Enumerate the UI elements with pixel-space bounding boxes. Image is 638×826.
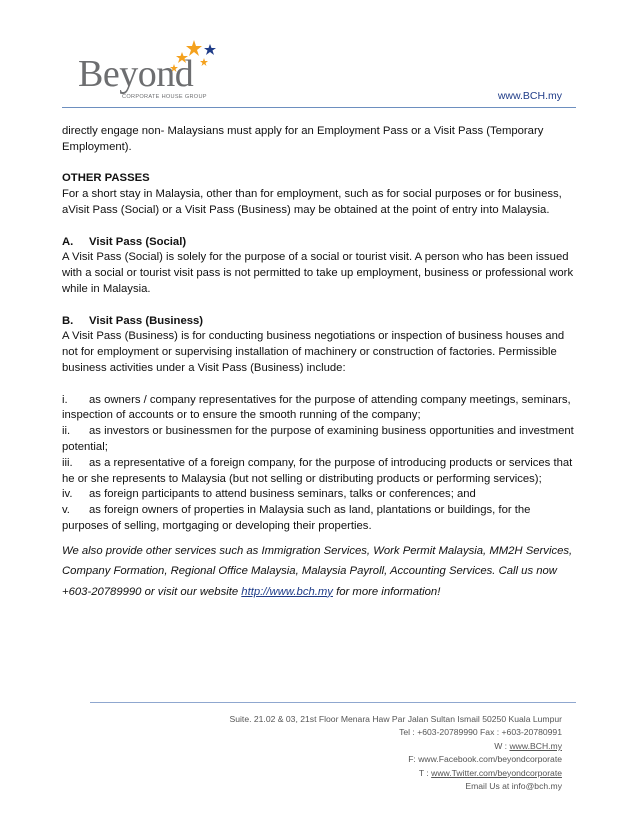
- promo-text: We also provide other services such as Immigration Services, Work Permit Malaysia, MM2H Services, Company Formation, Regional Office Malaysia, Malaysia Payroll, Accounting Services. Call us now +603-20789990 or visit our website: [62, 544, 573, 598]
- footer-web-link[interactable]: www.BCH.my: [509, 740, 562, 751]
- list-item-number: iv.: [62, 488, 73, 501]
- footer-address: Suite. 21.02 & 03, 21st Floor Menara Haw Par Jalan Sultan Ismail 50250 Kuala Lumpur: [229, 714, 562, 724]
- section-b-heading: [62, 314, 574, 330]
- company-logo: [78, 40, 228, 106]
- intro-paragraph: directly engage non- Malaysians must apply for an Employment Pass or a Visit Pass (Temporary Employment).: [62, 125, 544, 153]
- header-divider: [62, 107, 576, 108]
- footer-web: [142, 740, 562, 753]
- list-item-text: as a representative of a foreign company, for the purpose of introducing products or services that he or she represents to Malaysia (but not selling or distributing products or performing services);: [62, 456, 573, 485]
- footer-twitter-link[interactable]: www.Twitter.com/beyondcorporate: [431, 767, 562, 778]
- list-item: [62, 424, 574, 456]
- list-item-text: as owners / company representatives for the purpose of attending company meetings, seminars, inspection of accounts or to ensure the smooth running of the company;: [62, 393, 571, 422]
- promo-website-link[interactable]: http://www.bch.my: [241, 585, 333, 598]
- logo-subtitle: CORPORATE HOUSE GROUP: [122, 94, 207, 100]
- section-a-heading: [62, 235, 574, 251]
- footer: [142, 713, 562, 793]
- section-b-title: Visit Pass (Business): [89, 314, 204, 327]
- section-a-letter: A.: [62, 235, 74, 248]
- footer-facebook[interactable]: F: www.Facebook.com/beyondcorporate: [408, 754, 562, 765]
- section-a-title: Visit Pass (Social): [89, 235, 187, 248]
- header-website-link[interactable]: www.BCH.my: [497, 90, 562, 102]
- list-item-number: ii.: [62, 425, 71, 438]
- promo-suffix: for more information!: [332, 585, 441, 598]
- section-a-text: A Visit Pass (Social) is solely for the purpose of a social or tourist visit. A person who has been issued with a social or tourist visit pass is not permitted to take up employment, business or professional work while in Malaysia.: [62, 251, 574, 295]
- promo-paragraph: [62, 541, 574, 603]
- section-b-letter: B.: [62, 314, 74, 327]
- list-item-number: i.: [62, 393, 68, 406]
- list-item-number: iii.: [62, 456, 73, 469]
- list-item: [62, 393, 574, 425]
- list-item: [62, 487, 574, 503]
- footer-web-label: W :: [494, 740, 510, 751]
- list-item-text: as foreign participants to attend business seminars, talks or conferences; and: [89, 488, 476, 501]
- document-body: [62, 124, 574, 602]
- footer-tel-fax: Tel : +603-20789990 Fax : +603-20780991: [399, 727, 562, 738]
- list-item-text: as investors or businessmen for the purpose of examining business opportunities and investment potential;: [62, 425, 574, 453]
- other-passes-heading: OTHER PASSES: [62, 172, 150, 185]
- logo-wordmark: Beyond: [78, 53, 194, 95]
- footer-email[interactable]: Email Us at info@bch.my: [465, 781, 562, 792]
- footer-divider: [90, 702, 576, 703]
- list-item-number: v.: [62, 504, 70, 517]
- section-b-text: A Visit Pass (Business) is for conducting business negotiations or inspection of business houses and not for employment or supervising installation of machinery or construction of factories. Permissible business activities under a Visit Pass (Business) include:: [62, 330, 565, 374]
- footer-twitter-label: T :: [418, 767, 432, 778]
- list-item-text: as foreign owners of properties in Malaysia such as land, plantations or buildings, for the purposes of selling, mortgaging or developing their properties.: [62, 504, 531, 532]
- list-item: [62, 456, 574, 488]
- list-item: [62, 503, 574, 535]
- footer-twitter: [142, 767, 562, 780]
- other-passes-text: For a short stay in Malaysia, other than for employment, such as for social purposes or for business, aVisit Pass (Social) or a Visit Pass (Business) may be obtained at the point of entry into Malaysia.: [62, 188, 562, 216]
